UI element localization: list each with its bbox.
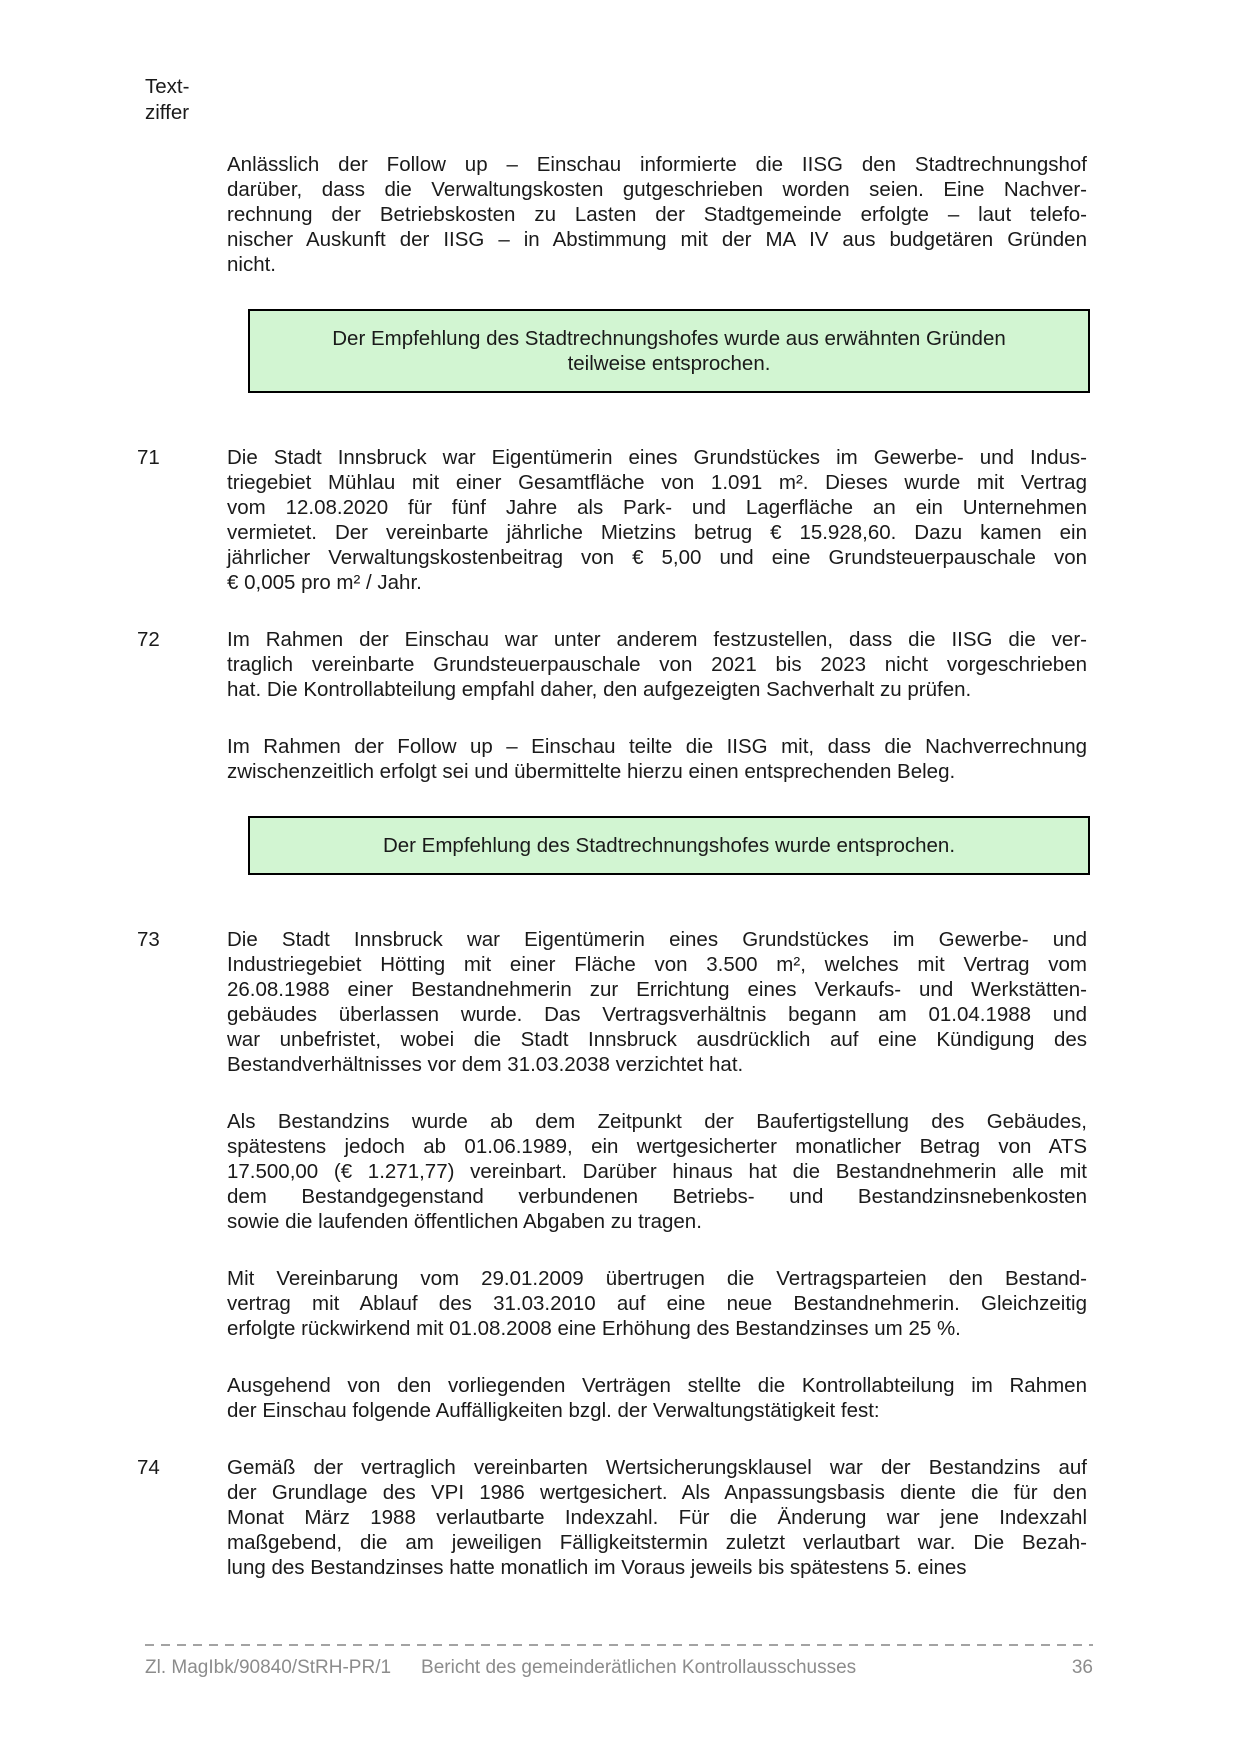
text-line: sowie die laufenden öffentlichen Abgaben zu tragen. <box>227 1210 702 1233</box>
text-line: 17.500,00 (€ 1.271,77) vereinbart. Darüber hinaus hat die Bestandnehmerin alle mit <box>227 1160 1087 1183</box>
text-line: spätestens jedoch ab 01.06.1989, ein wertgesicherter monatlicher Betrag von ATS <box>227 1135 1087 1158</box>
paragraph-text <box>227 1109 1087 1234</box>
text-line: Als Bestandzins wurde ab dem Zeitpunkt der Baufertigstellung des Gebäudes, <box>227 1110 1087 1133</box>
text-line: Monat März 1988 verlautbarte Indexzahl. Für die Änderung war jene Indexzahl <box>227 1506 1087 1529</box>
paragraph-text <box>227 734 1087 784</box>
text-paragraph <box>137 627 1087 702</box>
text-line: der Grundlage des VPI 1986 wertgesichert. Als Anpassungsbasis diente die für den <box>227 1481 1087 1504</box>
text-line: Die Stadt Innsbruck war Eigentümerin eines Grundstückes im Gewerbe- und Indus- <box>227 446 1087 469</box>
text-line: vertrag mit Ablauf des 31.03.2010 auf eine neue Bestandnehmerin. Gleichzeitig <box>227 1292 1087 1315</box>
text-line: triegebiet Mühlau mit einer Gesamtfläche von 1.091 m². Dieses wurde mit Vertrag <box>227 471 1087 494</box>
text-paragraph <box>137 1266 1087 1341</box>
document-body <box>137 152 1087 1580</box>
paragraph-text <box>227 1266 1087 1341</box>
text-paragraph <box>137 1109 1087 1234</box>
text-paragraph <box>137 1455 1087 1580</box>
text-line: lung des Bestandzinses hatte monatlich im Voraus jeweils bis spätestens 5. eines <box>227 1556 967 1579</box>
text-line: dem Bestandgegenstand verbundenen Betriebs- und Bestandzinsnebenkosten <box>227 1185 1087 1208</box>
text-line: maßgebend, die am jeweiligen Fälligkeitstermin zuletzt verlautbart war. Die Bezah- <box>227 1531 1087 1554</box>
paragraph-number <box>137 1373 227 1423</box>
text-line: hat. Die Kontrollabteilung empfahl daher, den aufgezeigten Sachverhalt zu prüfen. <box>227 678 972 701</box>
text-line: Im Rahmen der Follow up – Einschau teilte die IISG mit, dass die Nachverrechnung <box>227 735 1087 758</box>
text-line: war unbefristet, wobei die Stadt Innsbruck ausdrücklich auf eine Kündigung des <box>227 1028 1087 1051</box>
paragraph-text <box>227 445 1087 595</box>
margin-column-header-line: ziffer <box>145 101 190 124</box>
text-line: der Einschau folgende Auffälligkeiten bzgl. der Verwaltungstätigkeit fest: <box>227 1399 880 1422</box>
footer-reference: Zl. MagIbk/90840/StRH-PR/1 <box>145 1657 392 1678</box>
paragraph-text <box>227 1455 1087 1580</box>
text-line: nicht. <box>227 253 276 276</box>
recommendation-text: Der Empfehlung des Stadtrechnungshofes wurde aus erwähnten Gründen <box>332 327 1006 350</box>
text-line: Bestandverhältnisses vor dem 31.03.2038 verzichtet hat. <box>227 1053 744 1076</box>
paragraph-text <box>227 927 1087 1077</box>
text-line: Die Stadt Innsbruck war Eigentümerin eines Grundstückes im Gewerbe- und <box>227 928 1087 951</box>
footer-separator <box>145 1644 1093 1646</box>
paragraph-number: 72 <box>137 628 160 651</box>
paragraph-text <box>227 627 1087 702</box>
text-line: rechnung der Betriebskosten zu Lasten der Stadtgemeinde erfolgte – laut telefo- <box>227 203 1087 226</box>
text-line: Im Rahmen der Einschau war unter anderem festzustellen, dass die IISG die ver- <box>227 628 1087 651</box>
text-line: Mit Vereinbarung vom 29.01.2009 übertrugen die Vertragsparteien den Bestand- <box>227 1267 1087 1290</box>
recommendation-box <box>248 309 1090 393</box>
text-paragraph <box>137 927 1087 1077</box>
text-line: 26.08.1988 einer Bestandnehmerin zur Errichtung eines Verkaufs- und Werkstätten- <box>227 978 1087 1001</box>
text-line: vermietet. Der vereinbarte jährliche Mietzins betrug € 15.928,60. Dazu kamen ein <box>227 521 1087 544</box>
text-paragraph <box>137 734 1087 784</box>
text-line: jährlicher Verwaltungskostenbeitrag von € 5,00 und eine Grundsteuerpauschale von <box>227 546 1087 569</box>
text-line: erfolgte rückwirkend mit 01.08.2008 eine Erhöhung des Bestandzinses um 25 %. <box>227 1317 961 1340</box>
paragraph-number: 71 <box>137 446 160 469</box>
text-line: vom 12.08.2020 für fünf Jahre als Park- und Lagerfläche an ein Unternehmen <box>227 496 1087 519</box>
paragraph-number: 74 <box>137 1456 160 1479</box>
paragraph-number <box>137 1266 227 1341</box>
paragraph-text <box>227 152 1087 277</box>
paragraph-number: 73 <box>137 928 160 951</box>
text-line: gebäudes überlassen wurde. Das Vertragsverhältnis begann am 01.04.1988 und <box>227 1003 1087 1026</box>
text-line: darüber, dass die Verwaltungskosten gutgeschrieben worden seien. Eine Nachver- <box>227 178 1087 201</box>
footer-page-number: 36 <box>1071 1657 1093 1678</box>
paragraph-number <box>137 1109 227 1234</box>
recommendation-text: Der Empfehlung des Stadtrechnungshofes wurde entsprochen. <box>382 834 956 857</box>
footer-report-title: Bericht des gemeinderätlichen Kontrollausschusses <box>421 1657 857 1678</box>
recommendation-text: teilweise entsprochen. <box>567 352 771 375</box>
footer-row <box>145 1656 1093 1679</box>
text-line: traglich vereinbarte Grundsteuerpauschale von 2021 bis 2023 nicht vorgeschrieben <box>227 653 1087 676</box>
text-line: Gemäß der vertraglich vereinbarten Wertsicherungsklausel war der Bestandzins auf <box>227 1456 1087 1479</box>
text-line: nischer Auskunft der IISG – in Abstimmung mit der MA IV aus budgetären Gründen <box>227 228 1087 251</box>
paragraph-number <box>137 152 227 277</box>
text-line: Ausgehend von den vorliegenden Verträgen stellte die Kontrollabteilung im Rahmen <box>227 1374 1087 1397</box>
text-line: Anlässlich der Follow up – Einschau informierte die IISG den Stadtrechnungshof <box>227 153 1087 176</box>
margin-column-header-line: Text- <box>145 75 190 98</box>
paragraph-number <box>137 734 227 784</box>
text-line: Industriegebiet Hötting mit einer Fläche von 3.500 m², welches mit Vertrag vom <box>227 953 1087 976</box>
margin-column-header <box>145 74 189 126</box>
text-paragraph <box>137 1373 1087 1423</box>
text-paragraph <box>137 445 1087 595</box>
page-footer <box>145 1644 1093 1679</box>
recommendation-box <box>248 816 1090 875</box>
paragraph-text <box>227 1373 1087 1423</box>
text-line: € 0,005 pro m² / Jahr. <box>227 571 422 594</box>
text-paragraph <box>137 152 1087 277</box>
text-line: zwischenzeitlich erfolgt sei und übermittelte hierzu einen entsprechenden Beleg. <box>227 760 956 783</box>
